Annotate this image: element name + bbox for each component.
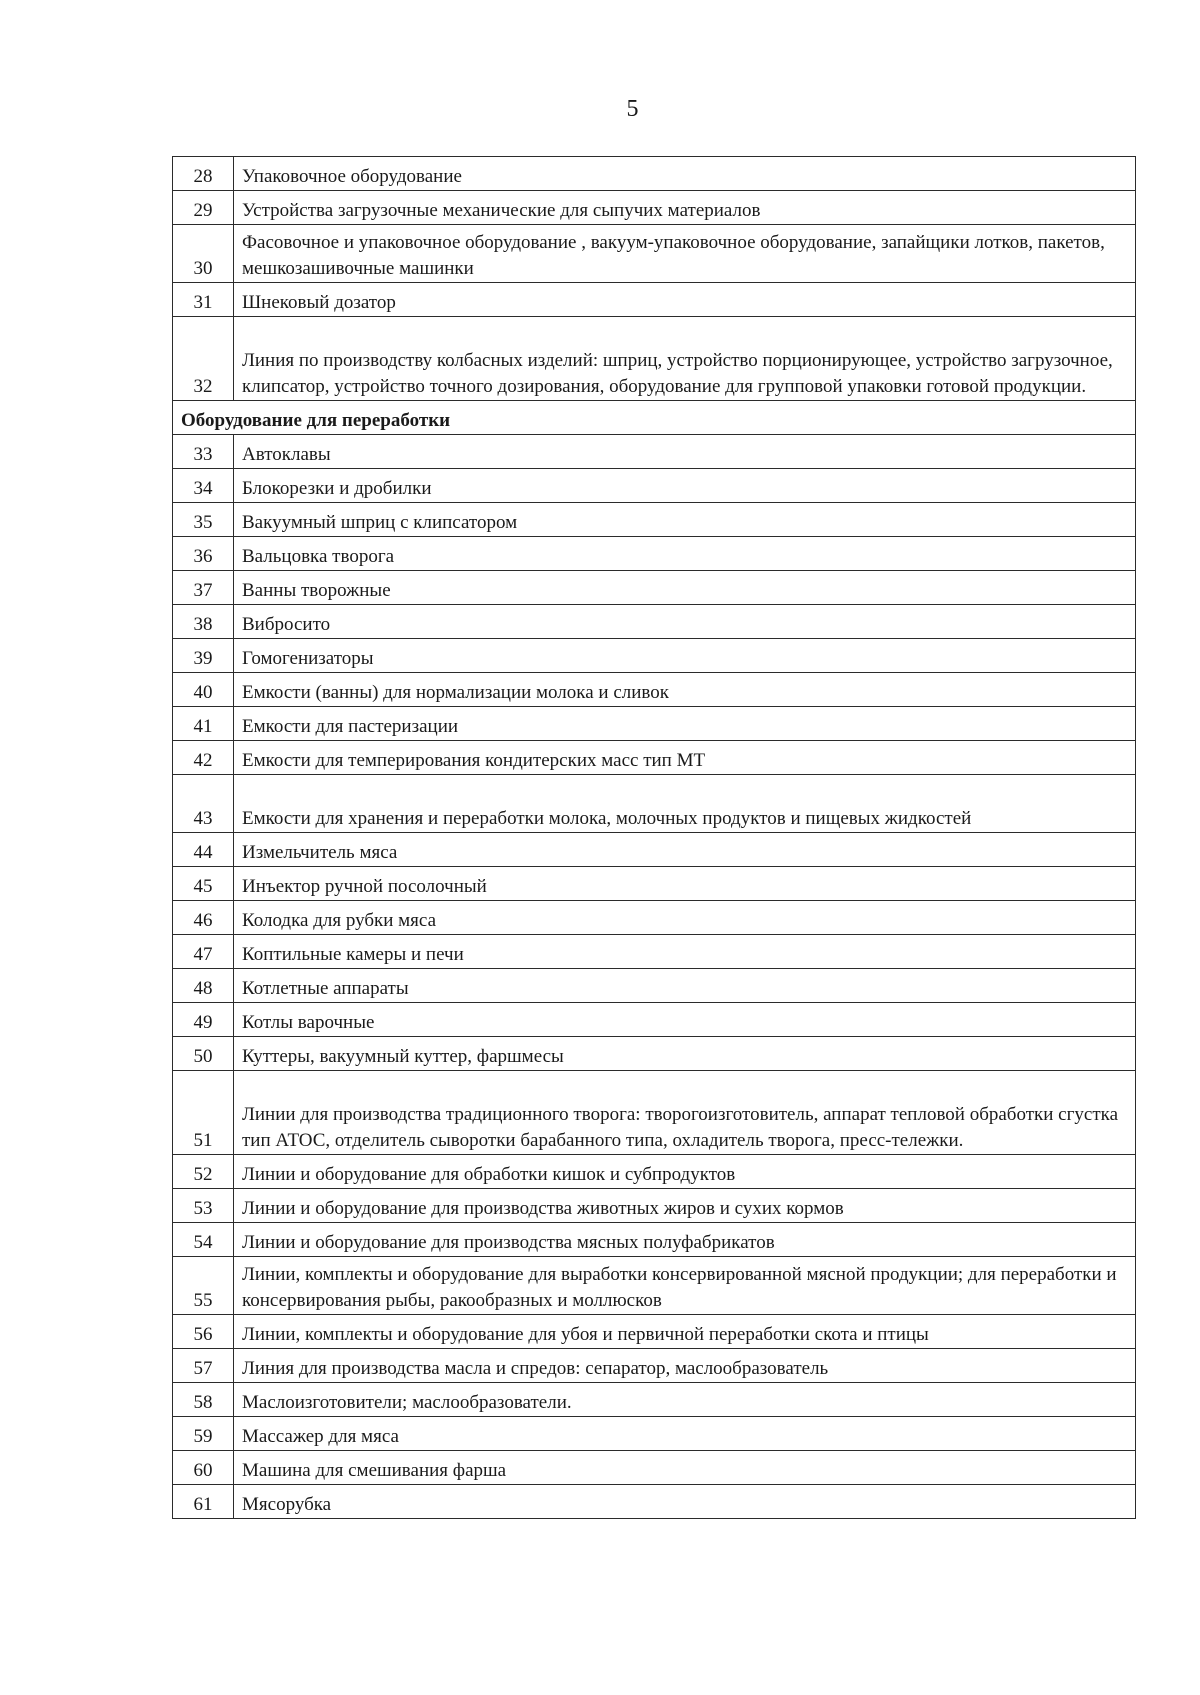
equipment-table bbox=[172, 156, 1136, 1519]
table-row bbox=[173, 1223, 1136, 1257]
row-text: Устройства загрузочные механические для сыпучих материалов bbox=[234, 191, 1136, 225]
table-row bbox=[173, 935, 1136, 969]
table-row bbox=[173, 283, 1136, 317]
row-number: 48 bbox=[173, 969, 234, 1003]
table-row bbox=[173, 1189, 1136, 1223]
table-row bbox=[173, 1349, 1136, 1383]
row-text: Массажер для мяса bbox=[234, 1417, 1136, 1451]
row-text: Ванны творожные bbox=[234, 571, 1136, 605]
table-row bbox=[173, 537, 1136, 571]
row-number: 37 bbox=[173, 571, 234, 605]
row-text: Маслоизготовители; маслообразователи. bbox=[234, 1383, 1136, 1417]
row-text: Колодка для рубки мяса bbox=[234, 901, 1136, 935]
row-text: Линии и оборудование для производства животных жиров и сухих кормов bbox=[234, 1189, 1136, 1223]
table-row bbox=[173, 833, 1136, 867]
section-header-row bbox=[173, 401, 1136, 435]
row-number: 55 bbox=[173, 1257, 234, 1315]
row-number: 46 bbox=[173, 901, 234, 935]
row-number: 42 bbox=[173, 741, 234, 775]
row-text: Блокорезки и дробилки bbox=[234, 469, 1136, 503]
row-number: 45 bbox=[173, 867, 234, 901]
row-text: Линии, комплекты и оборудование для выработки консервированной мясной продукции; для переработки и консервирования рыбы, ракообразных и моллюсков bbox=[234, 1257, 1136, 1315]
table-row bbox=[173, 1417, 1136, 1451]
row-number: 54 bbox=[173, 1223, 234, 1257]
row-text: Линии, комплекты и оборудование для убоя и первичной переработки скота и птицы bbox=[234, 1315, 1136, 1349]
row-text: Линии для производства традиционного творога: творогоизготовитель, аппарат тепловой обработки сгустка тип АТОС, отделитель сыворотки барабанного типа, охладитель творога, пресс-тележки. bbox=[234, 1071, 1136, 1155]
row-text: Измельчитель мяса bbox=[234, 833, 1136, 867]
row-number: 59 bbox=[173, 1417, 234, 1451]
row-number: 58 bbox=[173, 1383, 234, 1417]
row-text: Инъектор ручной посолочный bbox=[234, 867, 1136, 901]
table-row bbox=[173, 435, 1136, 469]
table-row bbox=[173, 901, 1136, 935]
table-row bbox=[173, 1003, 1136, 1037]
row-text: Машина для смешивания фарша bbox=[234, 1451, 1136, 1485]
row-number: 53 bbox=[173, 1189, 234, 1223]
row-text: Емкости (ванны) для нормализации молока и сливок bbox=[234, 673, 1136, 707]
table-row bbox=[173, 1383, 1136, 1417]
row-number: 34 bbox=[173, 469, 234, 503]
row-number: 32 bbox=[173, 317, 234, 401]
row-text: Котлы варочные bbox=[234, 1003, 1136, 1037]
row-text: Упаковочное оборудование bbox=[234, 157, 1136, 191]
row-text: Линия по производству колбасных изделий: шприц, устройство порционирующее, устройство загрузочное, клипсатор, устройство точного дозирования, оборудование для групповой упаковки готовой продукции. bbox=[234, 317, 1136, 401]
row-number: 61 bbox=[173, 1485, 234, 1519]
row-number: 41 bbox=[173, 707, 234, 741]
section-header: Оборудование для переработки bbox=[173, 401, 1136, 435]
table-row bbox=[173, 1485, 1136, 1519]
table-row bbox=[173, 775, 1136, 833]
row-number: 40 bbox=[173, 673, 234, 707]
row-text: Линии и оборудование для обработки кишок и субпродуктов bbox=[234, 1155, 1136, 1189]
table-row bbox=[173, 605, 1136, 639]
table-row bbox=[173, 157, 1136, 191]
row-text: Гомогенизаторы bbox=[234, 639, 1136, 673]
row-text: Емкости для пастеризации bbox=[234, 707, 1136, 741]
row-number: 52 bbox=[173, 1155, 234, 1189]
row-text: Линия для производства масла и спредов: сепаратор, маслообразователь bbox=[234, 1349, 1136, 1383]
row-number: 50 bbox=[173, 1037, 234, 1071]
row-number: 56 bbox=[173, 1315, 234, 1349]
page-number: 5 bbox=[626, 96, 639, 122]
row-number: 30 bbox=[173, 225, 234, 283]
row-number: 29 bbox=[173, 191, 234, 225]
row-number: 51 bbox=[173, 1071, 234, 1155]
row-number: 35 bbox=[173, 503, 234, 537]
row-number: 47 bbox=[173, 935, 234, 969]
table-row bbox=[173, 707, 1136, 741]
row-number: 33 bbox=[173, 435, 234, 469]
row-text: Автоклавы bbox=[234, 435, 1136, 469]
table-row bbox=[173, 1155, 1136, 1189]
table-row bbox=[173, 1451, 1136, 1485]
table-row bbox=[173, 741, 1136, 775]
row-number: 39 bbox=[173, 639, 234, 673]
table-row bbox=[173, 225, 1136, 283]
row-text: Куттеры, вакуумный куттер, фаршмесы bbox=[234, 1037, 1136, 1071]
table-row bbox=[173, 571, 1136, 605]
row-text: Вибросито bbox=[234, 605, 1136, 639]
table-row bbox=[173, 673, 1136, 707]
row-number: 31 bbox=[173, 283, 234, 317]
row-number: 60 bbox=[173, 1451, 234, 1485]
table-row bbox=[173, 1257, 1136, 1315]
row-text: Вальцовка творога bbox=[234, 537, 1136, 571]
row-number: 44 bbox=[173, 833, 234, 867]
row-text: Линии и оборудование для производства мясных полуфабрикатов bbox=[234, 1223, 1136, 1257]
row-text: Вакуумный шприц с клипсатором bbox=[234, 503, 1136, 537]
table-row bbox=[173, 969, 1136, 1003]
row-number: 49 bbox=[173, 1003, 234, 1037]
row-text: Емкости для темперирования кондитерских масс тип МТ bbox=[234, 741, 1136, 775]
table-row bbox=[173, 639, 1136, 673]
row-number: 43 bbox=[173, 775, 234, 833]
row-number: 36 bbox=[173, 537, 234, 571]
table-row bbox=[173, 469, 1136, 503]
row-number: 57 bbox=[173, 1349, 234, 1383]
table-row bbox=[173, 1071, 1136, 1155]
row-text: Мясорубка bbox=[234, 1485, 1136, 1519]
row-text: Шнековый дозатор bbox=[234, 283, 1136, 317]
row-text: Коптильные камеры и печи bbox=[234, 935, 1136, 969]
table-row bbox=[173, 1037, 1136, 1071]
table-row bbox=[173, 1315, 1136, 1349]
row-text: Емкости для хранения и переработки молока, молочных продуктов и пищевых жидкостей bbox=[234, 775, 1136, 833]
table-row bbox=[173, 191, 1136, 225]
table-row bbox=[173, 867, 1136, 901]
row-text: Котлетные аппараты bbox=[234, 969, 1136, 1003]
row-number: 28 bbox=[173, 157, 234, 191]
row-text: Фасовочное и упаковочное оборудование , вакуум-упаковочное оборудование, запайщики лотков, пакетов, мешкозашивочные машинки bbox=[234, 225, 1136, 283]
table-row bbox=[173, 503, 1136, 537]
row-number: 38 bbox=[173, 605, 234, 639]
table-row bbox=[173, 317, 1136, 401]
